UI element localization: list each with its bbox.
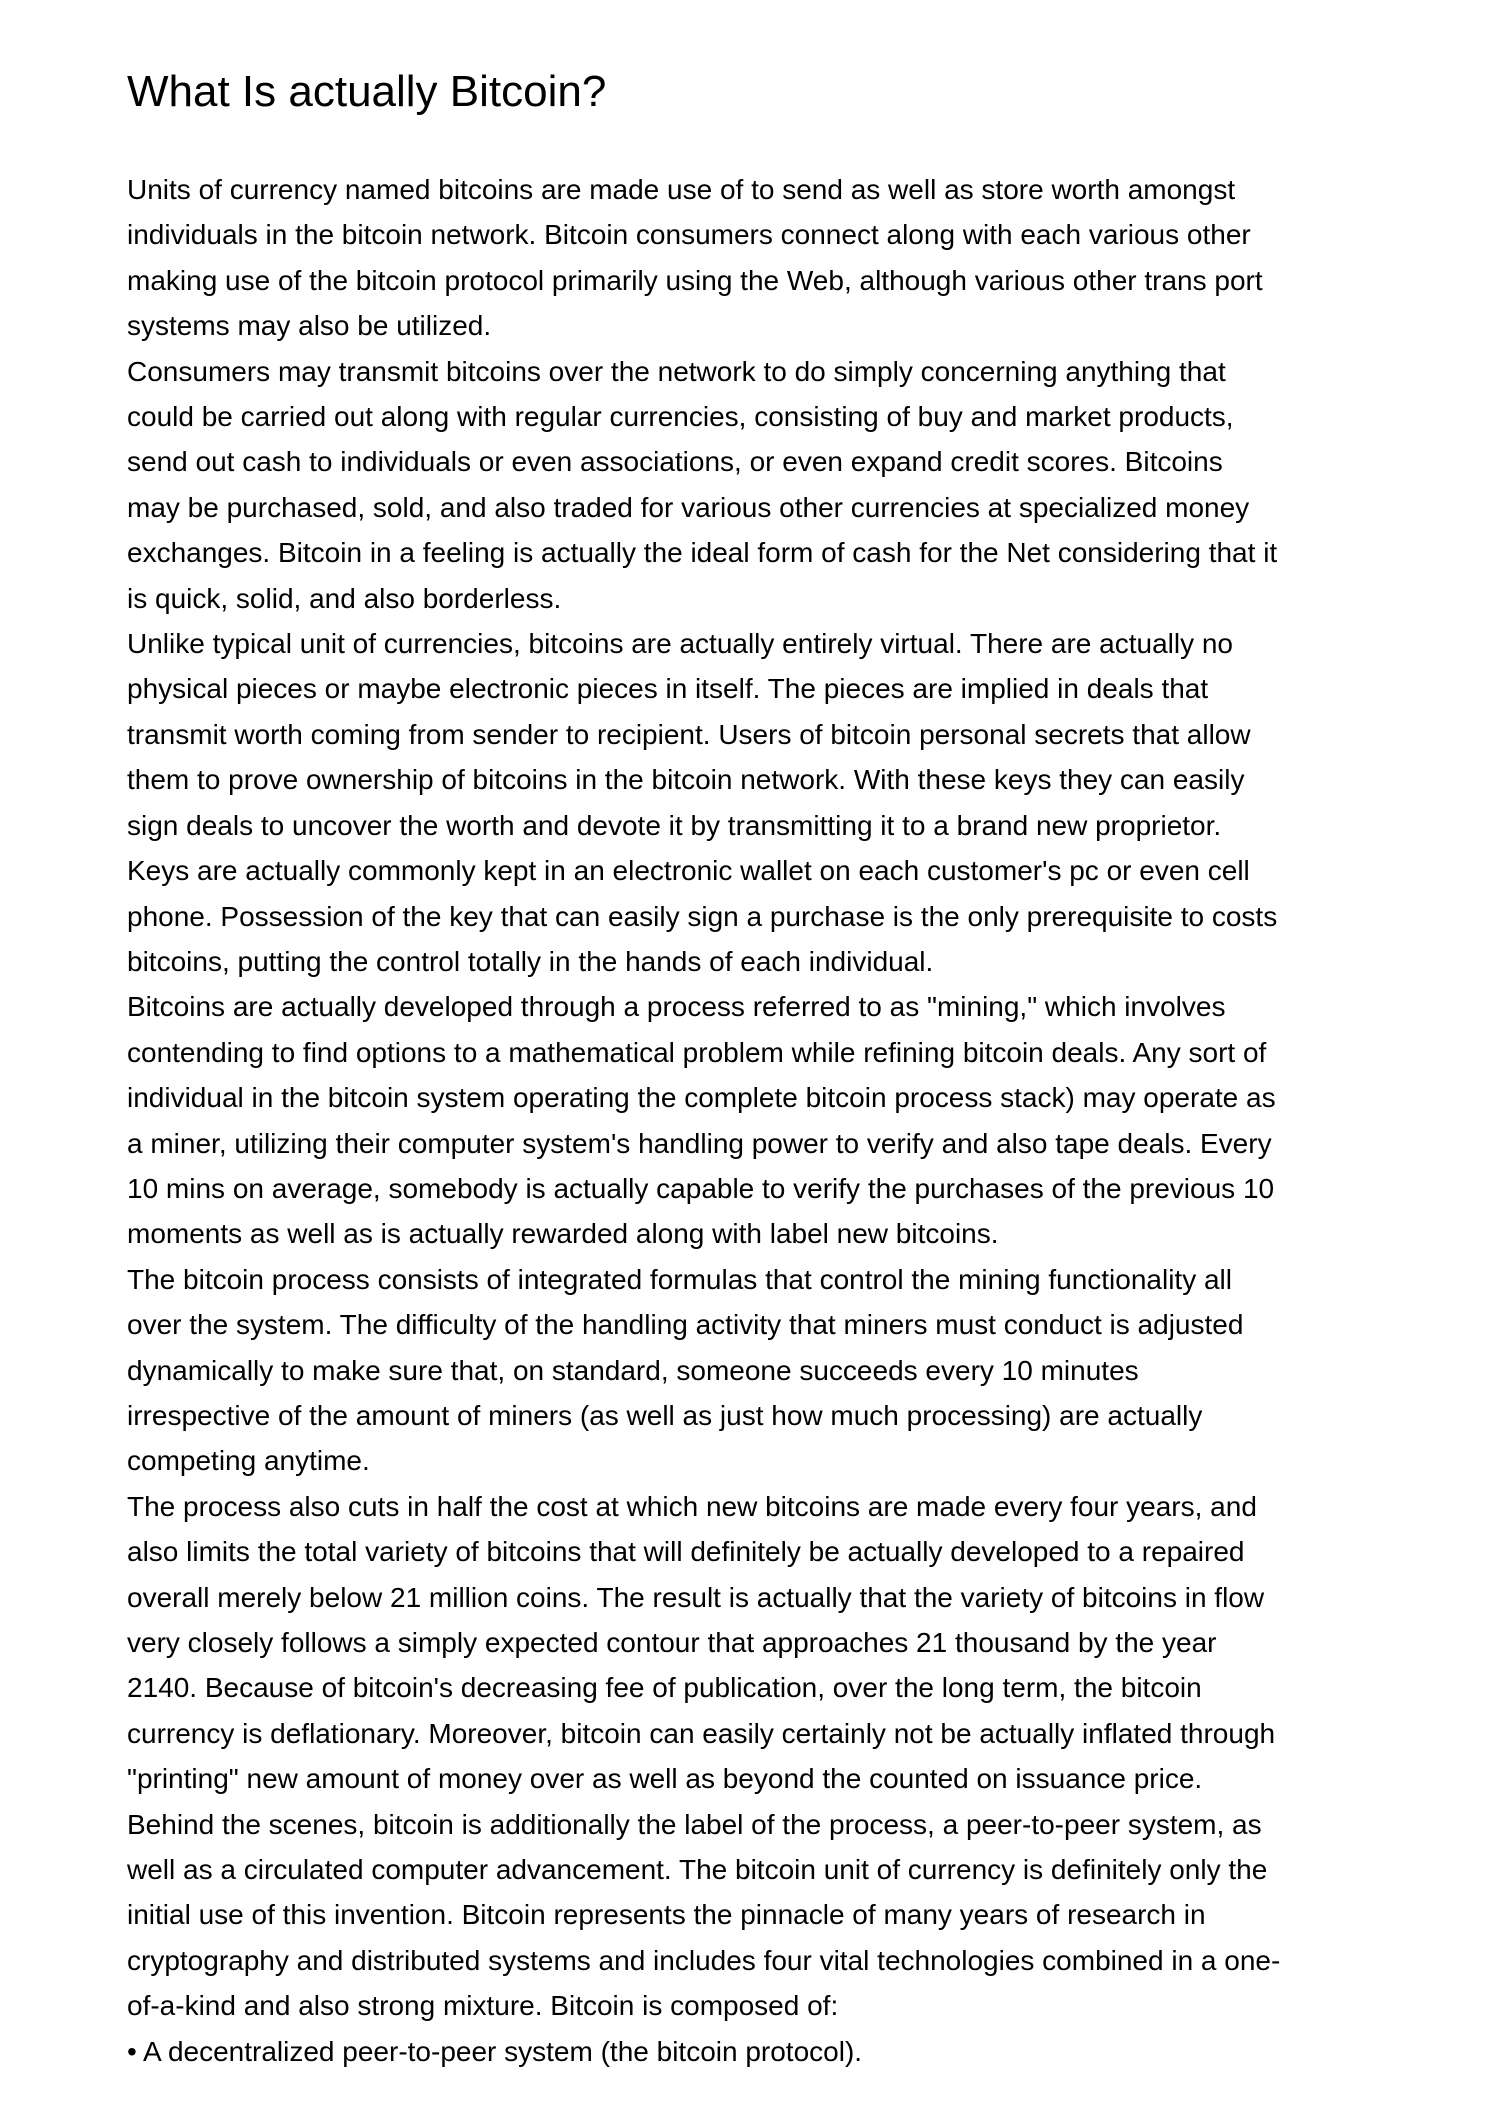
paragraph-virtual-currency (127, 621, 1427, 984)
text-line: cryptography and distributed systems and includes four vital technologies combined in a one- (127, 1944, 1281, 1976)
text-line: bitcoins, putting the control totally in the hands of each individual. (127, 945, 934, 977)
text-line: individuals in the bitcoin network. Bitcoin consumers connect along with each various other (127, 219, 1251, 251)
text-line: well as a circulated computer advancement. The bitcoin unit of currency is definitely only the (127, 1854, 1268, 1886)
paragraph-units-of-currency (127, 167, 1427, 349)
text-line: contending to find options to a mathematical problem while refining bitcoin deals. Any sort of (127, 1036, 1267, 1068)
text-line: moments as well as is actually rewarded along with label new bitcoins. (127, 1218, 999, 1250)
text-line: initial use of this invention. Bitcoin represents the pinnacle of many years of research in (127, 1899, 1206, 1931)
text-line: transmit worth coming from sender to recipient. Users of bitcoin personal secrets that allow (127, 718, 1251, 750)
text-line: competing anytime. (127, 1445, 370, 1477)
text-line: physical pieces or maybe electronic pieces in itself. The pieces are implied in deals that (127, 673, 1209, 705)
text-line: currency is deflationary. Moreover, bitcoin can easily certainly not be actually inflated through (127, 1717, 1276, 1749)
text-line: dynamically to make sure that, on standard, someone succeeds every 10 minutes (127, 1354, 1139, 1386)
text-line: making use of the bitcoin protocol primarily using the Web, although various other trans port (127, 264, 1263, 296)
text-line: 10 mins on average, somebody is actually capable to verify the purchases of the previous 10 (127, 1172, 1275, 1204)
paragraph-process-formulas (127, 1257, 1427, 1484)
document-body (127, 167, 1427, 2074)
bullet-list-item (127, 2029, 1427, 2074)
text-line: Bitcoins are actually developed through a process referred to as "mining," which involves (127, 991, 1226, 1023)
text-line: "printing" new amount of money over as well as beyond the counted on issuance price. (127, 1763, 1203, 1795)
text-line: 2140. Because of bitcoin's decreasing fee of publication, over the long term, the bitcoin (127, 1672, 1202, 1704)
text-line: individual in the bitcoin system operating the complete bitcoin process stack) may operate as (127, 1082, 1276, 1114)
text-line: is quick, solid, and also borderless. (127, 582, 562, 614)
text-line: send out cash to individuals or even associations, or even expand credit scores. Bitcoins (127, 446, 1223, 478)
paragraph-behind-the-scenes (127, 1802, 1427, 2029)
text-line: very closely follows a simply expected contour that approaches 21 thousand by the year (127, 1627, 1217, 1658)
text-line: sign deals to uncover the worth and devote it by transmitting it to a brand new proprietor. (127, 809, 1222, 841)
paragraph-consumers-transmit (127, 349, 1427, 621)
text-line: Units of currency named bitcoins are made use of to send as well as store worth amongst (127, 174, 1236, 205)
text-line: may be purchased, sold, and also traded for various other currencies at specialized money (127, 491, 1250, 523)
text-line: a miner, utilizing their computer system's handling power to verify and also tape deals. Every (127, 1127, 1272, 1159)
text-line: systems may also be utilized. (127, 310, 492, 342)
paragraph-mining (127, 984, 1427, 1256)
text-line: The bitcoin process consists of integrated formulas that control the mining functionality all (127, 1263, 1233, 1295)
text-line: over the system. The difficulty of the handling activity that miners must conduct is adjusted (127, 1309, 1244, 1341)
text-line: Behind the scenes, bitcoin is additionally the label of the process, a peer-to-peer system, as (127, 1808, 1262, 1840)
paragraph-supply-limit (127, 1484, 1427, 1802)
text-line: Consumers may transmit bitcoins over the network to do simply concerning anything that (127, 355, 1226, 387)
text-line: could be carried out along with regular currencies, consisting of buy and market products, (127, 401, 1234, 433)
text-line: phone. Possession of the key that can easily sign a purchase is the only prerequisite to costs (127, 900, 1278, 932)
page-title: What Is actually Bitcoin? (127, 67, 607, 116)
text-line: of-a-kind and also strong mixture. Bitcoin is composed of: (127, 1990, 839, 2022)
text-line: Keys are actually commonly kept in an electronic wallet on each customer's pc or even cell (127, 855, 1250, 887)
text-line: them to prove ownership of bitcoins in the bitcoin network. With these keys they can easily (127, 764, 1245, 796)
text-line: also limits the total variety of bitcoins that will definitely be actually developed to a repaired (127, 1536, 1245, 1568)
text-line: overall merely below 21 million coins. The result is actually that the variety of bitcoins in flow (127, 1581, 1265, 1613)
text-line: Unlike typical unit of currencies, bitcoins are actually entirely virtual. There are actually no (127, 628, 1233, 660)
text-line: exchanges. Bitcoin in a feeling is actually the ideal form of cash for the Net considering that it (127, 537, 1278, 569)
bullet-text-line: • A decentralized peer-to-peer system (the bitcoin protocol). (127, 2035, 863, 2067)
text-line: irrespective of the amount of miners (as well as just how much processing) are actually (127, 1399, 1203, 1431)
text-line: The process also cuts in half the cost at which new bitcoins are made every four years, and (127, 1490, 1257, 1522)
